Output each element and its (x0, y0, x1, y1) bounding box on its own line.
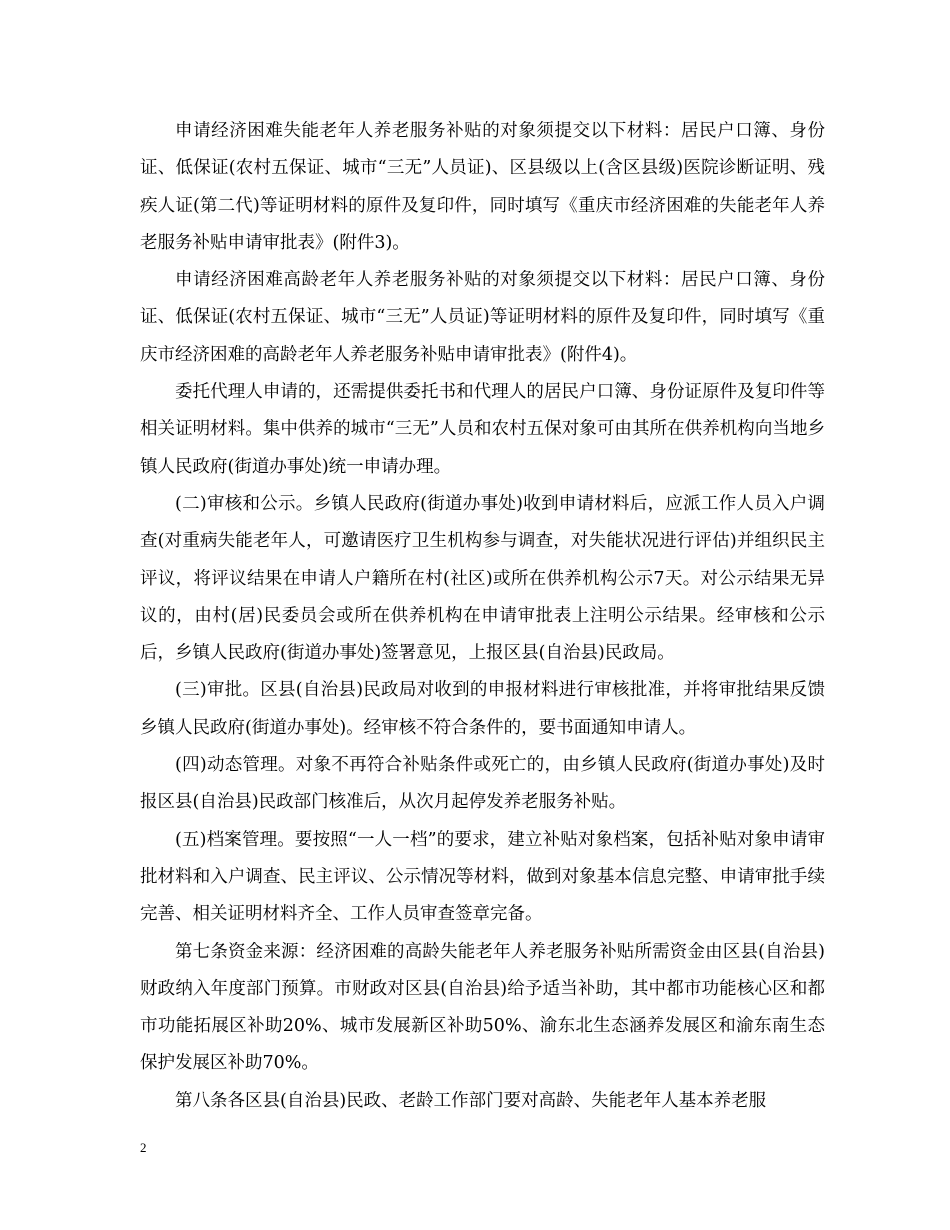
paragraph-proxy-application: 委托代理人申请的，还需提供委托书和代理人的居民户口簿、身份证原件及复印件等相关证明材料。集中供养的城市“三无”人员和农村五保对象可由其所在供养机构向当地乡镇人民政府(街道办事处)统一申请办理。 (140, 382, 825, 477)
paragraph-approval: (三)审批。区县(自治县)民政局对收到的申报材料进行审核批准，并将审批结果反馈乡镇人民政府(街道办事处)。经审核不符合条件的，要书面通知申请人。 (140, 680, 825, 738)
paragraph-review-and-publicity: (二)审核和公示。乡镇人民政府(街道办事处)收到申请材料后，应派工作人员入户调查(对重病失能老年人，可邀请医疗卫生机构参与调查，对失能状况进行评估)并组织民主评议，将评议结果在申请人户籍所在村(社区)或所在供养机构公示7天。对公示结果无异议的，由村(居)民委员会或所在供养机构在申请审批表上注明公示结果。经审核和公示后，乡镇人民政府(街道办事处)签署意见，上报区县(自治县)民政局。 (140, 493, 825, 664)
paragraph-dynamic-management: (四)动态管理。对象不再符合补贴条件或死亡的，由乡镇人民政府(街道办事处)及时报区县(自治县)民政部门核准后，从次月起停发养老服务补贴。 (140, 755, 825, 813)
paragraph-senior-elderly-materials: 申请经济困难高龄老年人养老服务补贴的对象须提交以下材料：居民户口簿、身份证、低保证(农村五保证、城市“三无”人员证)等证明材料的原件及复印件，同时填写《重庆市经济困难的高龄老年人养老服务补贴申请审批表》(附件4)。 (140, 270, 825, 365)
paragraph-article-seven-funding: 第七条资金来源：经济困难的高龄失能老年人养老服务补贴所需资金由区县(自治县)财政纳入年度部门预算。市财政对区县(自治县)给予适当补助，其中都市功能核心区和都市功能拓展区补助20%、城市发展新区补助50%、渝东北生态涵养发展区和渝东南生态保护发展区补助70%。 (140, 941, 825, 1074)
paragraph-archive-management: (五)档案管理。要按照“一人一档”的要求，建立补贴对象档案，包括补贴对象申请审批材料和入户调查、民主评议、公示情况等材料，做到对象基本信息完整、申请审批手续完善、相关证明材料齐全、工作人员审查签章完备。 (140, 829, 825, 925)
document-body (140, 113, 825, 1120)
paragraph-disabled-elderly-materials: 申请经济困难失能老年人养老服务补贴的对象须提交以下材料：居民户口簿、身份证、低保证(农村五保证、城市“三无”人员证)、区县级以上(含区县级)医院诊断证明、残疾人证(第二代)等证明材料的原件及复印件，同时填写《重庆市经济困难的失能老年人养老服务补贴申请审批表》(附件3)。 (140, 121, 825, 253)
paragraph-article-eight: 第八条各区县(自治县)民政、老龄工作部门要对高龄、失能老年人基本养老服 (175, 1090, 767, 1111)
page-number: 2 (140, 1140, 147, 1155)
